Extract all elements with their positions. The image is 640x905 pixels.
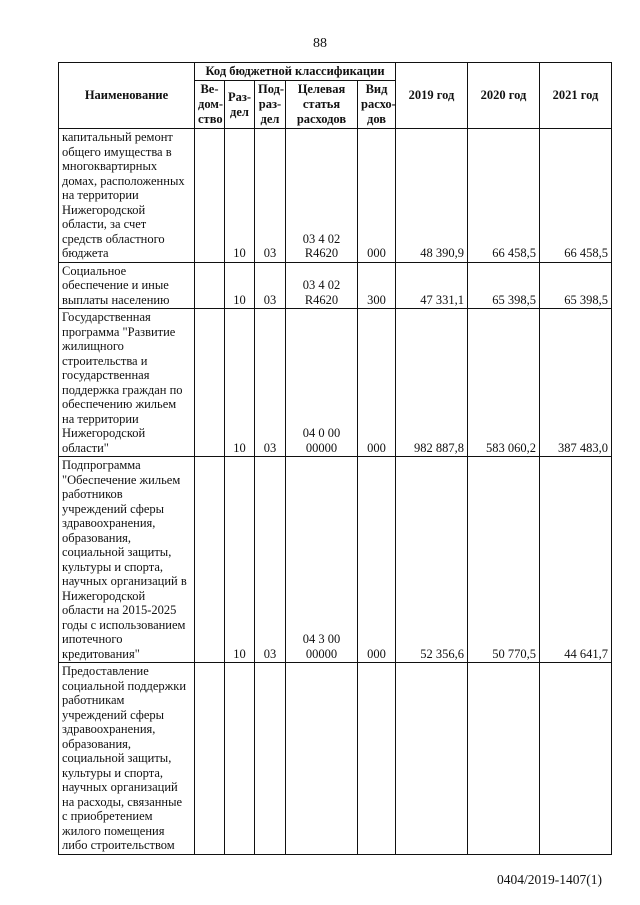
row-podrazdel: 03 [255, 129, 286, 263]
row-name: Социальное обеспечение и иные выплаты населению [59, 262, 195, 309]
header-2021: 2021 год [540, 63, 612, 129]
row-2020: 66 458,5 [468, 129, 540, 263]
row-2020: 50 770,5 [468, 457, 540, 663]
row-celevaya: 03 4 02 R4620 [286, 129, 358, 263]
header-razdel: Раз- дел [225, 81, 255, 129]
row-vedomstvo [195, 457, 225, 663]
row-celevaya: 04 0 00 00000 [286, 309, 358, 457]
header-2020: 2020 год [468, 63, 540, 129]
header-celevaya-statya: Целевая статья расходов [286, 81, 358, 129]
table-row [59, 457, 612, 663]
row-name: Государственная программа "Развитие жилищного строительства и государственная поддержка граждан по обеспечению жильем на территории Нижегородской области" [59, 309, 195, 457]
row-2021: 65 398,5 [540, 262, 612, 309]
budget-table [58, 62, 612, 855]
row-podrazdel [255, 663, 286, 855]
row-2019: 52 356,6 [396, 457, 468, 663]
row-razdel: 10 [225, 309, 255, 457]
row-2019: 48 390,9 [396, 129, 468, 263]
header-vid-rashodov: Вид расхо- дов [358, 81, 396, 129]
row-razdel: 10 [225, 262, 255, 309]
row-podrazdel: 03 [255, 457, 286, 663]
row-2021: 387 483,0 [540, 309, 612, 457]
header-budget-code-group: Код бюджетной классификации [195, 63, 396, 81]
row-name: Предоставление социальной поддержки работникам учреждений сферы здравоохранения, образования, социальной защиты, культуры и спорта, научных организаций на расходы, связанные с приобретением жилого помещения либо строительством [59, 663, 195, 855]
row-celevaya: 04 3 00 00000 [286, 457, 358, 663]
header-name: Наименование [59, 63, 195, 129]
row-2019: 47 331,1 [396, 262, 468, 309]
row-2021: 66 458,5 [540, 129, 612, 263]
row-vedomstvo [195, 129, 225, 263]
row-vid [358, 663, 396, 855]
row-celevaya [286, 663, 358, 855]
table-row [59, 663, 612, 855]
row-2021: 44 641,7 [540, 457, 612, 663]
row-vedomstvo [195, 663, 225, 855]
row-razdel: 10 [225, 457, 255, 663]
row-2021 [540, 663, 612, 855]
row-2019 [396, 663, 468, 855]
document-code: 0404/2019-1407(1) [497, 872, 602, 887]
row-2019: 982 887,8 [396, 309, 468, 457]
row-vedomstvo [195, 262, 225, 309]
row-2020: 65 398,5 [468, 262, 540, 309]
row-2020 [468, 663, 540, 855]
table-row [59, 309, 612, 457]
row-vid: 000 [358, 129, 396, 263]
row-name: Подпрограмма "Обеспечение жильем работников учреждений сферы здравоохранения, образования, социальной защиты, культуры и спорта, научных организаций в Нижегородской области на 2015-2025 годы с использованием ипотечного кредитования" [59, 457, 195, 663]
row-vid: 300 [358, 262, 396, 309]
row-podrazdel: 03 [255, 309, 286, 457]
row-vedomstvo [195, 309, 225, 457]
header-podrazdel: Под- раз- дел [255, 81, 286, 129]
header-vedomstvo: Ве- дом- ство [195, 81, 225, 129]
row-razdel [225, 663, 255, 855]
row-celevaya: 03 4 02 R4620 [286, 262, 358, 309]
row-razdel: 10 [225, 129, 255, 263]
table-row [59, 262, 612, 309]
row-name: капитальный ремонт общего имущества в многоквартирных домах, расположенных на территории Нижегородской области, за счет средств областного бюджета [59, 129, 195, 263]
table-row [59, 129, 612, 263]
row-podrazdel: 03 [255, 262, 286, 309]
page-number: 88 [313, 36, 327, 51]
row-2020: 583 060,2 [468, 309, 540, 457]
row-vid: 000 [358, 309, 396, 457]
row-vid: 000 [358, 457, 396, 663]
header-2019: 2019 год [396, 63, 468, 129]
